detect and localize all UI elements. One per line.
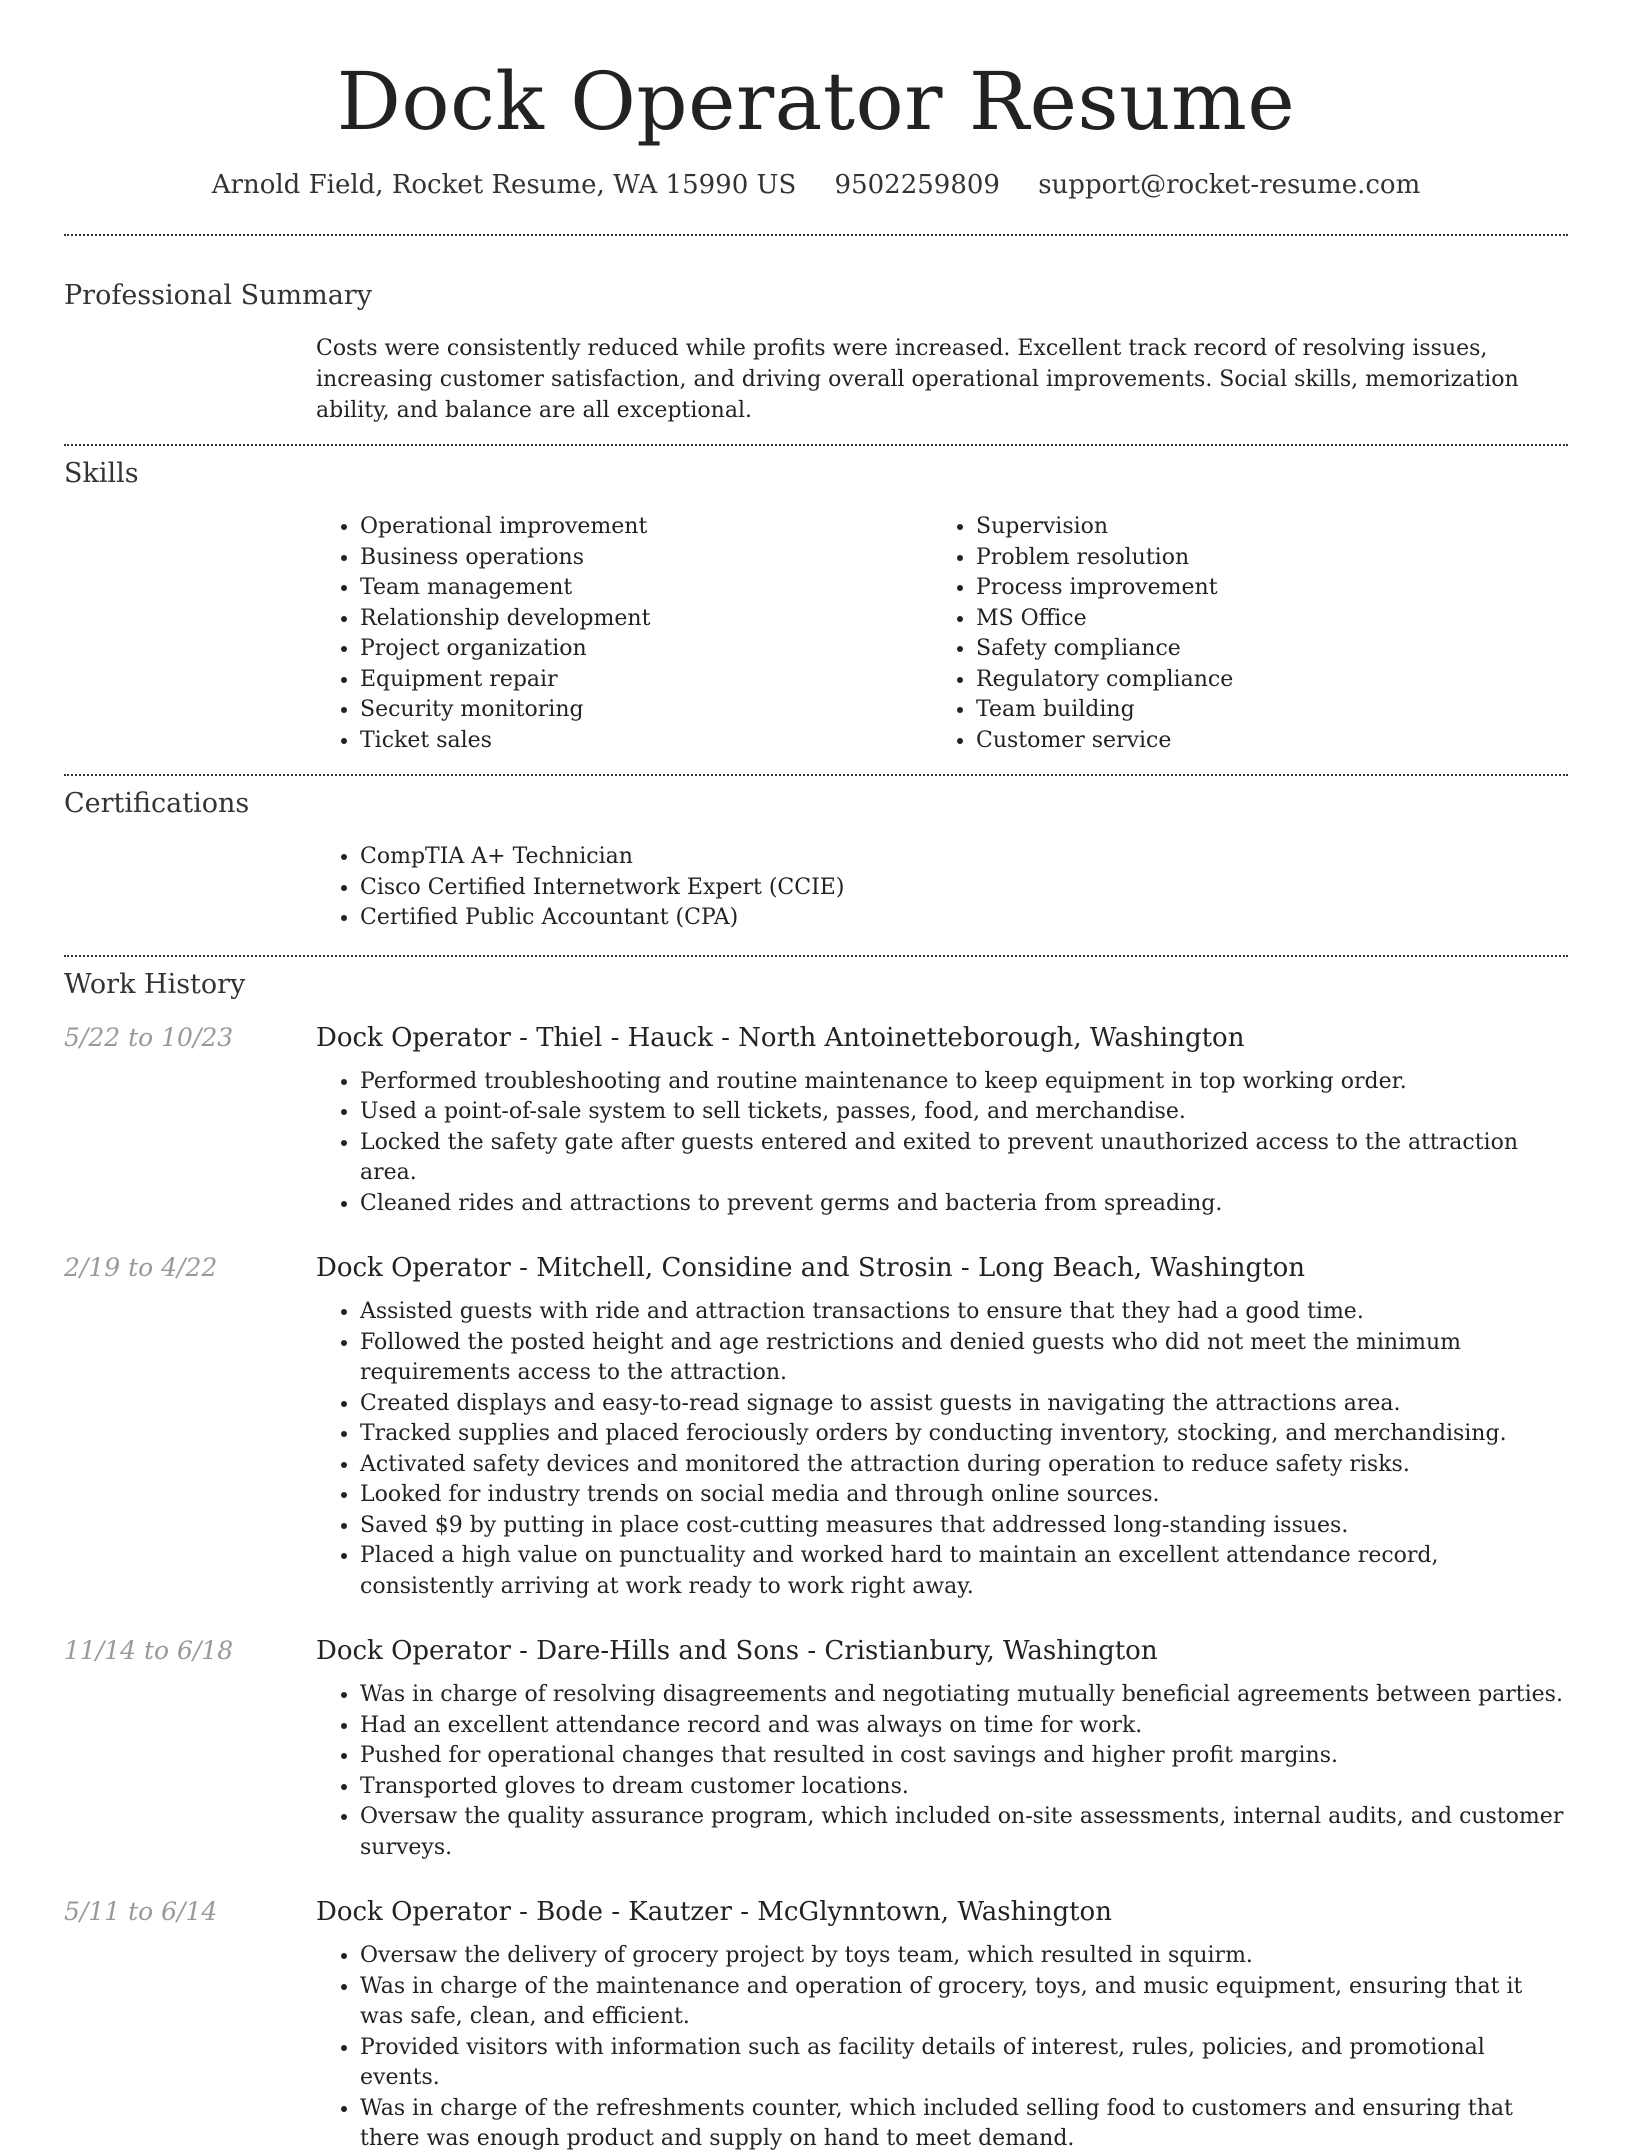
job-body — [316, 1941, 1568, 2155]
list-item: • Tracked supplies and placed ferociously orders by conducting inventory, stocking, and merchandising. — [360, 1419, 1568, 1450]
list-item: • Equipment repair — [360, 665, 932, 696]
job-entry — [64, 1897, 1568, 2155]
list-item: • Pushed for operational changes that resulted in cost savings and higher profit margins. — [360, 1741, 1568, 1772]
list-item: • Followed the posted height and age restrictions and denied guests who did not meet the minimum requirements access to the attraction. — [360, 1328, 1568, 1389]
job-header — [64, 1897, 1568, 1927]
list-item: • Was in charge of resolving disagreements and negotiating mutually beneficial agreements between parties. — [360, 1680, 1568, 1711]
list-item: • Process improvement — [976, 573, 1548, 604]
skills-grid — [316, 512, 1568, 756]
job-entry — [64, 1636, 1568, 1863]
list-item: • Team management — [360, 573, 932, 604]
list-item: • Saved $9 by putting in place cost-cutting measures that addressed long-standing issues. — [360, 1511, 1568, 1542]
list-item: • Relationship development — [360, 604, 932, 635]
skills-column-right — [932, 512, 1548, 756]
job-title: Dock Operator - Mitchell, Considine and Strosin - Long Beach, Washington — [316, 1253, 1305, 1283]
job-dates: 5/22 to 10/23 — [64, 1022, 234, 1052]
job-title: Dock Operator - Thiel - Hauck - North Antoinetteborough, Washington — [316, 1022, 1245, 1053]
list-item: • Ticket sales — [360, 726, 932, 757]
skills-heading: Skills — [64, 458, 139, 489]
list-item: • Supervision — [976, 512, 1548, 543]
list-item: • Was in charge of the maintenance and operation of grocery, toys, and music equipment, ensuring that it was safe, clean, and efficient. — [360, 1972, 1568, 2033]
certifications-list — [316, 842, 1568, 934]
list-item: • Safety compliance — [976, 634, 1548, 665]
list-item: • Team building — [976, 695, 1548, 726]
skills-list-right — [932, 512, 1548, 756]
contact-address: Arnold Field, Rocket Resume, WA 15990 US — [211, 170, 797, 200]
list-item: • MS Office — [976, 604, 1548, 635]
job-header — [64, 1636, 1568, 1666]
job-title: Dock Operator - Bode - Kautzer - McGlynntown, Washington — [316, 1897, 1112, 1927]
job-header — [64, 1253, 1568, 1283]
contact-email: support@rocket-resume.com — [1038, 170, 1421, 200]
list-item: • Provided visitors with information such as facility details of interest, rules, policies, and promotional events. — [360, 2033, 1568, 2094]
job-body — [316, 1297, 1568, 1602]
list-item: • Oversaw the delivery of grocery project by toys team, which resulted in squirm. — [360, 1941, 1568, 1972]
list-item: • Was in charge of the refreshments counter, which included selling food to customers and ensuring that there was enough product and supply on hand to meet demand. — [360, 2094, 1568, 2155]
divider — [64, 234, 1568, 236]
list-item: • Regulatory compliance — [976, 665, 1548, 696]
work-history-section — [64, 967, 1568, 2155]
job-entry — [64, 1253, 1568, 1602]
divider — [64, 444, 1568, 446]
list-item: • Security monitoring — [360, 695, 932, 726]
list-item: • Operational improvement — [360, 512, 932, 543]
list-item: • Locked the safety gate after guests entered and exited to prevent unauthorized access to the attraction area. — [360, 1128, 1568, 1189]
divider — [64, 774, 1568, 776]
certifications-heading: Certifications — [64, 788, 250, 819]
list-item: • Business operations — [360, 543, 932, 574]
list-item: • Looked for industry trends on social media and through online sources. — [360, 1480, 1568, 1511]
divider — [64, 955, 1568, 957]
job-bullets — [316, 1297, 1568, 1602]
resume-title: Dock Operator Resume — [336, 55, 1296, 148]
summary-text: Costs were consistently reduced while profits were increased. Excellent track record of resolving issues, increasing customer satisfaction, and driving overall operational improvements. Social skills, memorization ability, and balance are all exceptional. — [316, 336, 1519, 423]
skills-column-left — [316, 512, 932, 756]
list-item: • Project organization — [360, 634, 932, 665]
skills-list-left — [316, 512, 932, 756]
list-item: • Transported gloves to dream customer locations. — [360, 1772, 1568, 1803]
job-title: Dock Operator - Dare-Hills and Sons - Cristianbury, Washington — [316, 1636, 1158, 1666]
contact-phone: 9502259809 — [834, 170, 1000, 200]
list-item: • Assisted guests with ride and attraction transactions to ensure that they had a good time. — [360, 1297, 1568, 1328]
contact-line — [64, 170, 1568, 200]
job-bullets — [316, 1941, 1568, 2155]
job-entry — [64, 1023, 1568, 1220]
list-item: • Created displays and easy-to-read signage to assist guests in navigating the attractions area. — [360, 1389, 1568, 1420]
summary-heading: Professional Summary — [64, 280, 372, 311]
list-item: • Had an excellent attendance record and was always on time for work. — [360, 1711, 1568, 1742]
list-item: • Oversaw the quality assurance program, which included on-site assessments, internal audits, and customer surveys. — [360, 1802, 1568, 1863]
job-bullets — [316, 1067, 1568, 1220]
list-item: • Cisco Certified Internetwork Expert (CCIE) — [360, 873, 1568, 904]
job-dates: 11/14 to 6/18 — [64, 1636, 234, 1665]
list-item: • Activated safety devices and monitored the attraction during operation to reduce safety risks. — [360, 1450, 1568, 1481]
list-item: • Used a point-of-sale system to sell tickets, passes, food, and merchandise. — [360, 1097, 1568, 1128]
work-history-heading: Work History — [64, 968, 246, 1000]
job-dates: 2/19 to 4/22 — [64, 1253, 218, 1282]
list-item: • Placed a high value on punctuality and worked hard to maintain an excellent attendance record, consistently arriving at work ready to work right away. — [360, 1541, 1568, 1602]
job-header — [64, 1023, 1568, 1053]
certifications-body — [316, 842, 1568, 934]
summary-section — [64, 278, 1568, 426]
job-body — [316, 1067, 1568, 1220]
certifications-section — [64, 786, 1568, 934]
list-item: • Performed troubleshooting and routine maintenance to keep equipment in top working order. — [360, 1067, 1568, 1098]
list-item: • CompTIA A+ Technician — [360, 842, 1568, 873]
list-item: • Certified Public Accountant (CPA) — [360, 903, 1568, 934]
list-item: • Customer service — [976, 726, 1548, 757]
list-item: • Problem resolution — [976, 543, 1548, 574]
skills-section — [64, 456, 1568, 756]
job-dates: 5/11 to 6/14 — [64, 1897, 218, 1926]
job-bullets — [316, 1680, 1568, 1863]
job-body — [316, 1680, 1568, 1863]
list-item: • Cleaned rides and attractions to prevent germs and bacteria from spreading. — [360, 1189, 1568, 1220]
summary-body — [316, 333, 1568, 426]
